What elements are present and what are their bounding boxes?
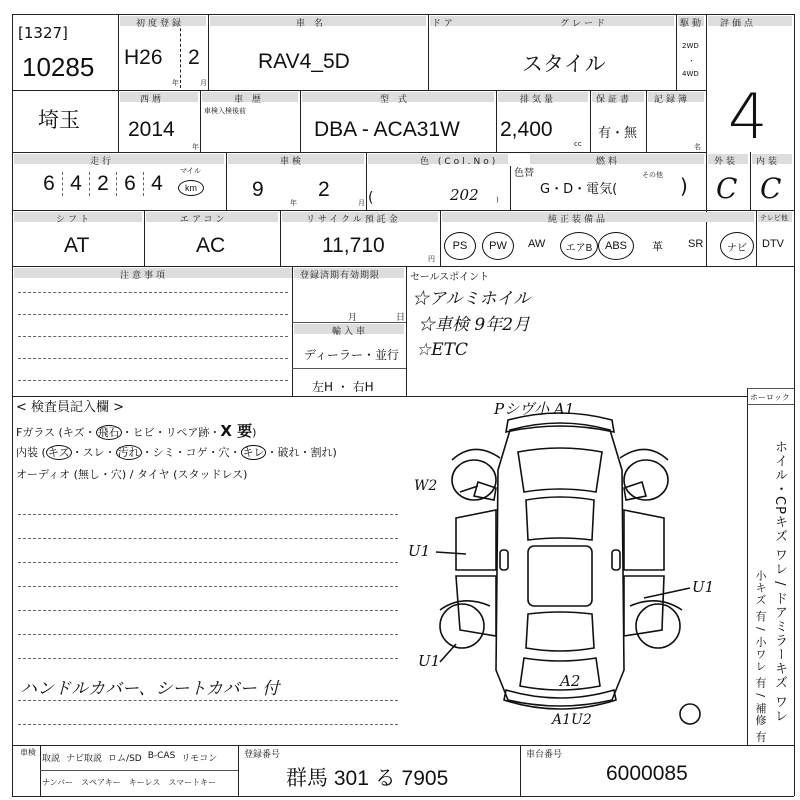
frame-bottom: [12, 796, 794, 797]
shift-label: シフト: [56, 215, 93, 225]
interior-grade: C: [760, 172, 782, 205]
divider: [520, 745, 521, 796]
footer-kinds-2: [42, 777, 216, 788]
row4-bottom: [12, 266, 794, 267]
text: ・シミ・コゲ・穴・: [141, 446, 241, 459]
footer-top: [12, 745, 794, 746]
divider: [300, 90, 301, 152]
kind-item: ナビ取説: [66, 754, 103, 764]
divider: [406, 266, 407, 396]
divider: [292, 266, 293, 396]
lot-bracket: [1327]: [18, 24, 68, 42]
fuel: G・D・電気(: [540, 182, 618, 197]
frame-left: [12, 14, 13, 796]
equip-airbag: エアB: [560, 232, 598, 260]
kind-item: リモコン: [181, 754, 218, 764]
type-label: 型 式: [380, 95, 410, 105]
door-label: ドア: [432, 19, 456, 29]
circled-chip: キズ: [47, 446, 70, 459]
legend-vertical: ホイル・CPキズ ワレ / ドアミラーキズ ワレ: [772, 440, 787, 723]
recolor-label: 色替: [514, 168, 534, 179]
fuel-label: 燃料: [596, 157, 621, 167]
tsuki-label: 月: [200, 79, 207, 87]
divider: [747, 388, 748, 745]
reg-label: 登録番号: [244, 750, 281, 760]
inspection-label: 車 歴: [234, 95, 264, 105]
label: ): [680, 174, 688, 198]
chassis-number: 6000085: [606, 762, 688, 785]
divider: [646, 90, 647, 152]
text: Fガラス (キズ・: [16, 426, 96, 439]
text: ・破れ・割れ): [266, 446, 337, 459]
equip-aw: AW: [528, 238, 546, 250]
divider: [200, 90, 201, 152]
model-label: 車 名: [296, 19, 326, 29]
glass-line: [16, 420, 256, 441]
divider: [510, 166, 511, 210]
inspection-note: 車検入検後前: [204, 107, 246, 115]
divider: [208, 14, 209, 90]
text: ): [252, 426, 257, 439]
drive-label: 駆動: [680, 19, 705, 29]
circled-chip: キレ: [242, 446, 265, 459]
kind-item: スペアキー: [81, 778, 121, 787]
nen-label: 年: [172, 79, 179, 87]
row2-bottom: [12, 152, 706, 153]
mileage-digit: 6: [36, 172, 63, 196]
divider: [280, 210, 281, 266]
divider: [144, 210, 145, 266]
reg-month: 2: [188, 46, 200, 69]
interior-label: 内装: [756, 157, 781, 167]
mileage-digit: 2: [90, 172, 117, 196]
text: ・スレ・: [71, 446, 116, 459]
equip-abs: ABS: [598, 232, 634, 260]
auction-sheet: [1327] 10285 初度登録 H26 2 年 月 車 名 RAV4_5D ドア グレード スタイル 駆動 2WD ・ 4WD 評価点 4 埼玉 西暦 2014 年 車 歴 車検入検後前 型 式 DBA - ACA31W 排気量 2,400 cc 保証書 有・無 記録簿 名 走行 6 4 2 6 4 マイル km 車検 9 年 2 月 色 (Col.No) ( 202 ) 色替 燃料 G・D・電気( その他 ) 外装 C 内装 C シフト AT エアコン AC リサイクル預託金 11,710 円 純正装備品 テレビ他 PS PW AW エアB ABS 革 SR ナビ DTV 注意事項 登録済期有効期限 月 日 輸入車 ディーラー・並行 左H ・ 右H セールスポイント ☆アルミホイル ☆車検 9年2月 ☆ETC < 検査員記入欄 > Fガラス (キズ・ 飛石 ・ヒビ・リペア跡・X 要) 内装 ( キズ ・スレ・ 汚れ ・シミ・コゲ・穴・ キレ ・破れ・割れ) オーディオ (無し・穴) / タイヤ (スタッドレス) ハンドルカバー、シートカバー 付 ホーロック ホイル・CPキズ ワレ / ドアミラーキズ ワレ 小キズ 有 / 小ワレ 有 / 補修 有 Pシヴ小 A1 W2 U1 U1 U1 A2 A1U2 車検 取説 ナビ取説 ロム/SD B-CAS リモコン ナンバー スペアキー キーレス スマートキー 登録番号 群馬 301 る 7905 車台番号 6000085: [0, 0, 800, 800]
sales-point-2: ☆車検 9年2月: [418, 315, 531, 335]
divider: [226, 152, 227, 210]
divider: [756, 210, 757, 266]
side-label: ホーロック: [750, 393, 790, 402]
exterior-grade: C: [716, 172, 738, 205]
circled-chip: 汚れ: [117, 446, 140, 459]
text: X 要: [220, 422, 253, 440]
chassis-label: 車台番号: [526, 750, 563, 760]
mark-a1u2: A1U2: [552, 712, 592, 728]
equip-dtv: DTV: [762, 238, 784, 250]
mark-a2: A2: [560, 672, 581, 690]
mileage-digit: 6: [117, 172, 144, 196]
divider: [496, 90, 497, 152]
divider: [366, 152, 367, 210]
text: ・ヒビ・リペア跡・: [121, 426, 221, 439]
first-reg-label: 初度登録: [136, 19, 185, 29]
score: 4: [728, 80, 768, 153]
caution-label: 注意事項: [120, 271, 169, 281]
shaken-label: 車検: [280, 157, 305, 167]
warranty-label: 保証書: [596, 95, 633, 105]
label: 年: [192, 143, 199, 151]
kind-item: ナンバー: [42, 778, 74, 787]
divider: [440, 210, 441, 266]
warranty: 有・無: [598, 126, 638, 141]
grade-label: グレード: [560, 19, 609, 29]
row1-bottom: [12, 90, 706, 91]
divider: [706, 152, 707, 266]
equip-sunroof: SR: [688, 238, 704, 250]
car-diagram: [400, 400, 745, 745]
divider: [428, 14, 429, 90]
interior-line: [16, 444, 337, 460]
model: RAV4_5D: [258, 50, 350, 73]
displacement: 2,400: [500, 118, 553, 141]
reg-number: 群馬 301 る 7905: [286, 767, 449, 790]
more-label: テレビ他: [760, 214, 788, 222]
score-label: 評価点: [720, 19, 757, 29]
km-unit: km: [178, 180, 204, 196]
divider: [238, 745, 239, 796]
western-label: 西暦: [140, 95, 165, 105]
equip-pw: PW: [482, 232, 514, 260]
steering: 左H ・ 右H: [312, 380, 374, 394]
dealer: ディーラー・並行: [304, 348, 400, 362]
divider: [747, 404, 794, 405]
valid-day: 日: [396, 313, 406, 323]
text: 内装 (: [16, 446, 46, 459]
footer-corner: 車検: [20, 748, 36, 757]
kind-item: 取説: [42, 754, 61, 764]
import-label: 輸入車: [332, 327, 369, 337]
mei-label: 名: [694, 143, 701, 151]
color-no: 202: [450, 186, 479, 204]
kind-item: B-CAS: [147, 751, 176, 761]
displacement-label: 排気量: [520, 95, 557, 105]
mile-unit: マイル: [180, 167, 201, 175]
equip-leather: 革: [652, 241, 663, 253]
ac: AC: [196, 234, 226, 257]
divider: [676, 14, 677, 90]
kind-item: キーレス: [128, 778, 161, 787]
mark-u1-rear: U1: [418, 652, 441, 670]
recycle-label: リサイクル預託金: [306, 215, 401, 225]
row3-bottom: [12, 210, 794, 211]
sales-point-3: ☆ETC: [416, 340, 468, 360]
shaken-year: 9: [252, 178, 264, 201]
divider: [747, 388, 794, 389]
ac-label: エアコン: [180, 215, 228, 225]
mark-w2: W2: [414, 478, 438, 494]
history-label: 記録簿: [654, 95, 691, 105]
equip-navi: ナビ: [720, 232, 754, 260]
prefecture: 埼玉: [38, 109, 80, 132]
divider: [292, 322, 406, 323]
year: 2014: [128, 118, 175, 141]
recycle-fee: 11,710: [322, 234, 385, 257]
mileage-label: 走行: [90, 157, 115, 167]
legend-vertical-2: 小キズ 有 / 小ワレ 有 / 補修 有: [754, 570, 767, 743]
lot-number: 10285: [22, 52, 95, 82]
mark-front: Pシヴ小 A1: [494, 400, 575, 418]
footer-kinds: [42, 751, 217, 764]
era-year: H26: [124, 46, 163, 69]
label: 年: [290, 199, 297, 207]
audio-line: オーディオ (無し・穴) / タイヤ (スタッドレス): [16, 468, 248, 481]
type-code: DBA - ACA31W: [314, 118, 460, 141]
shaken-month: 2: [318, 178, 330, 201]
sales-label: セールスポイント: [410, 272, 490, 283]
kind-item: スマートキー: [168, 778, 217, 787]
frame-right: [794, 14, 795, 796]
mark-u1-left: U1: [408, 542, 431, 560]
circled-chip: 飛石: [97, 426, 120, 439]
yen-label: 円: [428, 255, 435, 263]
divider: [40, 770, 238, 771]
mileage-digit: 4: [151, 172, 163, 195]
divider: [118, 14, 119, 152]
divider: [292, 368, 406, 369]
exterior-label: 外装: [714, 157, 739, 167]
valid-label: 登録済期有効期限: [300, 271, 381, 281]
drive-4wd: 4WD: [682, 70, 699, 78]
inspector-title: < 検査員記入欄 >: [16, 400, 125, 415]
divider: [590, 90, 591, 152]
mark-u1-right: U1: [692, 578, 715, 596]
mileage-digits: [36, 172, 170, 196]
grade: スタイル: [522, 53, 606, 76]
cc-label: cc: [574, 140, 582, 148]
divider: [750, 152, 751, 210]
fuel-other: その他: [642, 171, 663, 179]
valid-month: 月: [348, 313, 358, 323]
equip-label: 純正装備品: [548, 215, 609, 225]
mileage-digit: 4: [63, 172, 90, 196]
drive-2wd: 2WD: [682, 42, 699, 50]
kind-item: ロム/SD: [108, 754, 142, 764]
label: 月: [358, 199, 365, 207]
shift: AT: [64, 234, 90, 257]
color-label: 色 (Col.No): [420, 157, 499, 167]
equip-ps: PS: [444, 232, 476, 260]
handwritten-note: ハンドルカバー、シートカバー 付: [20, 679, 280, 699]
sales-point-1: ☆アルミホイル: [412, 289, 531, 309]
